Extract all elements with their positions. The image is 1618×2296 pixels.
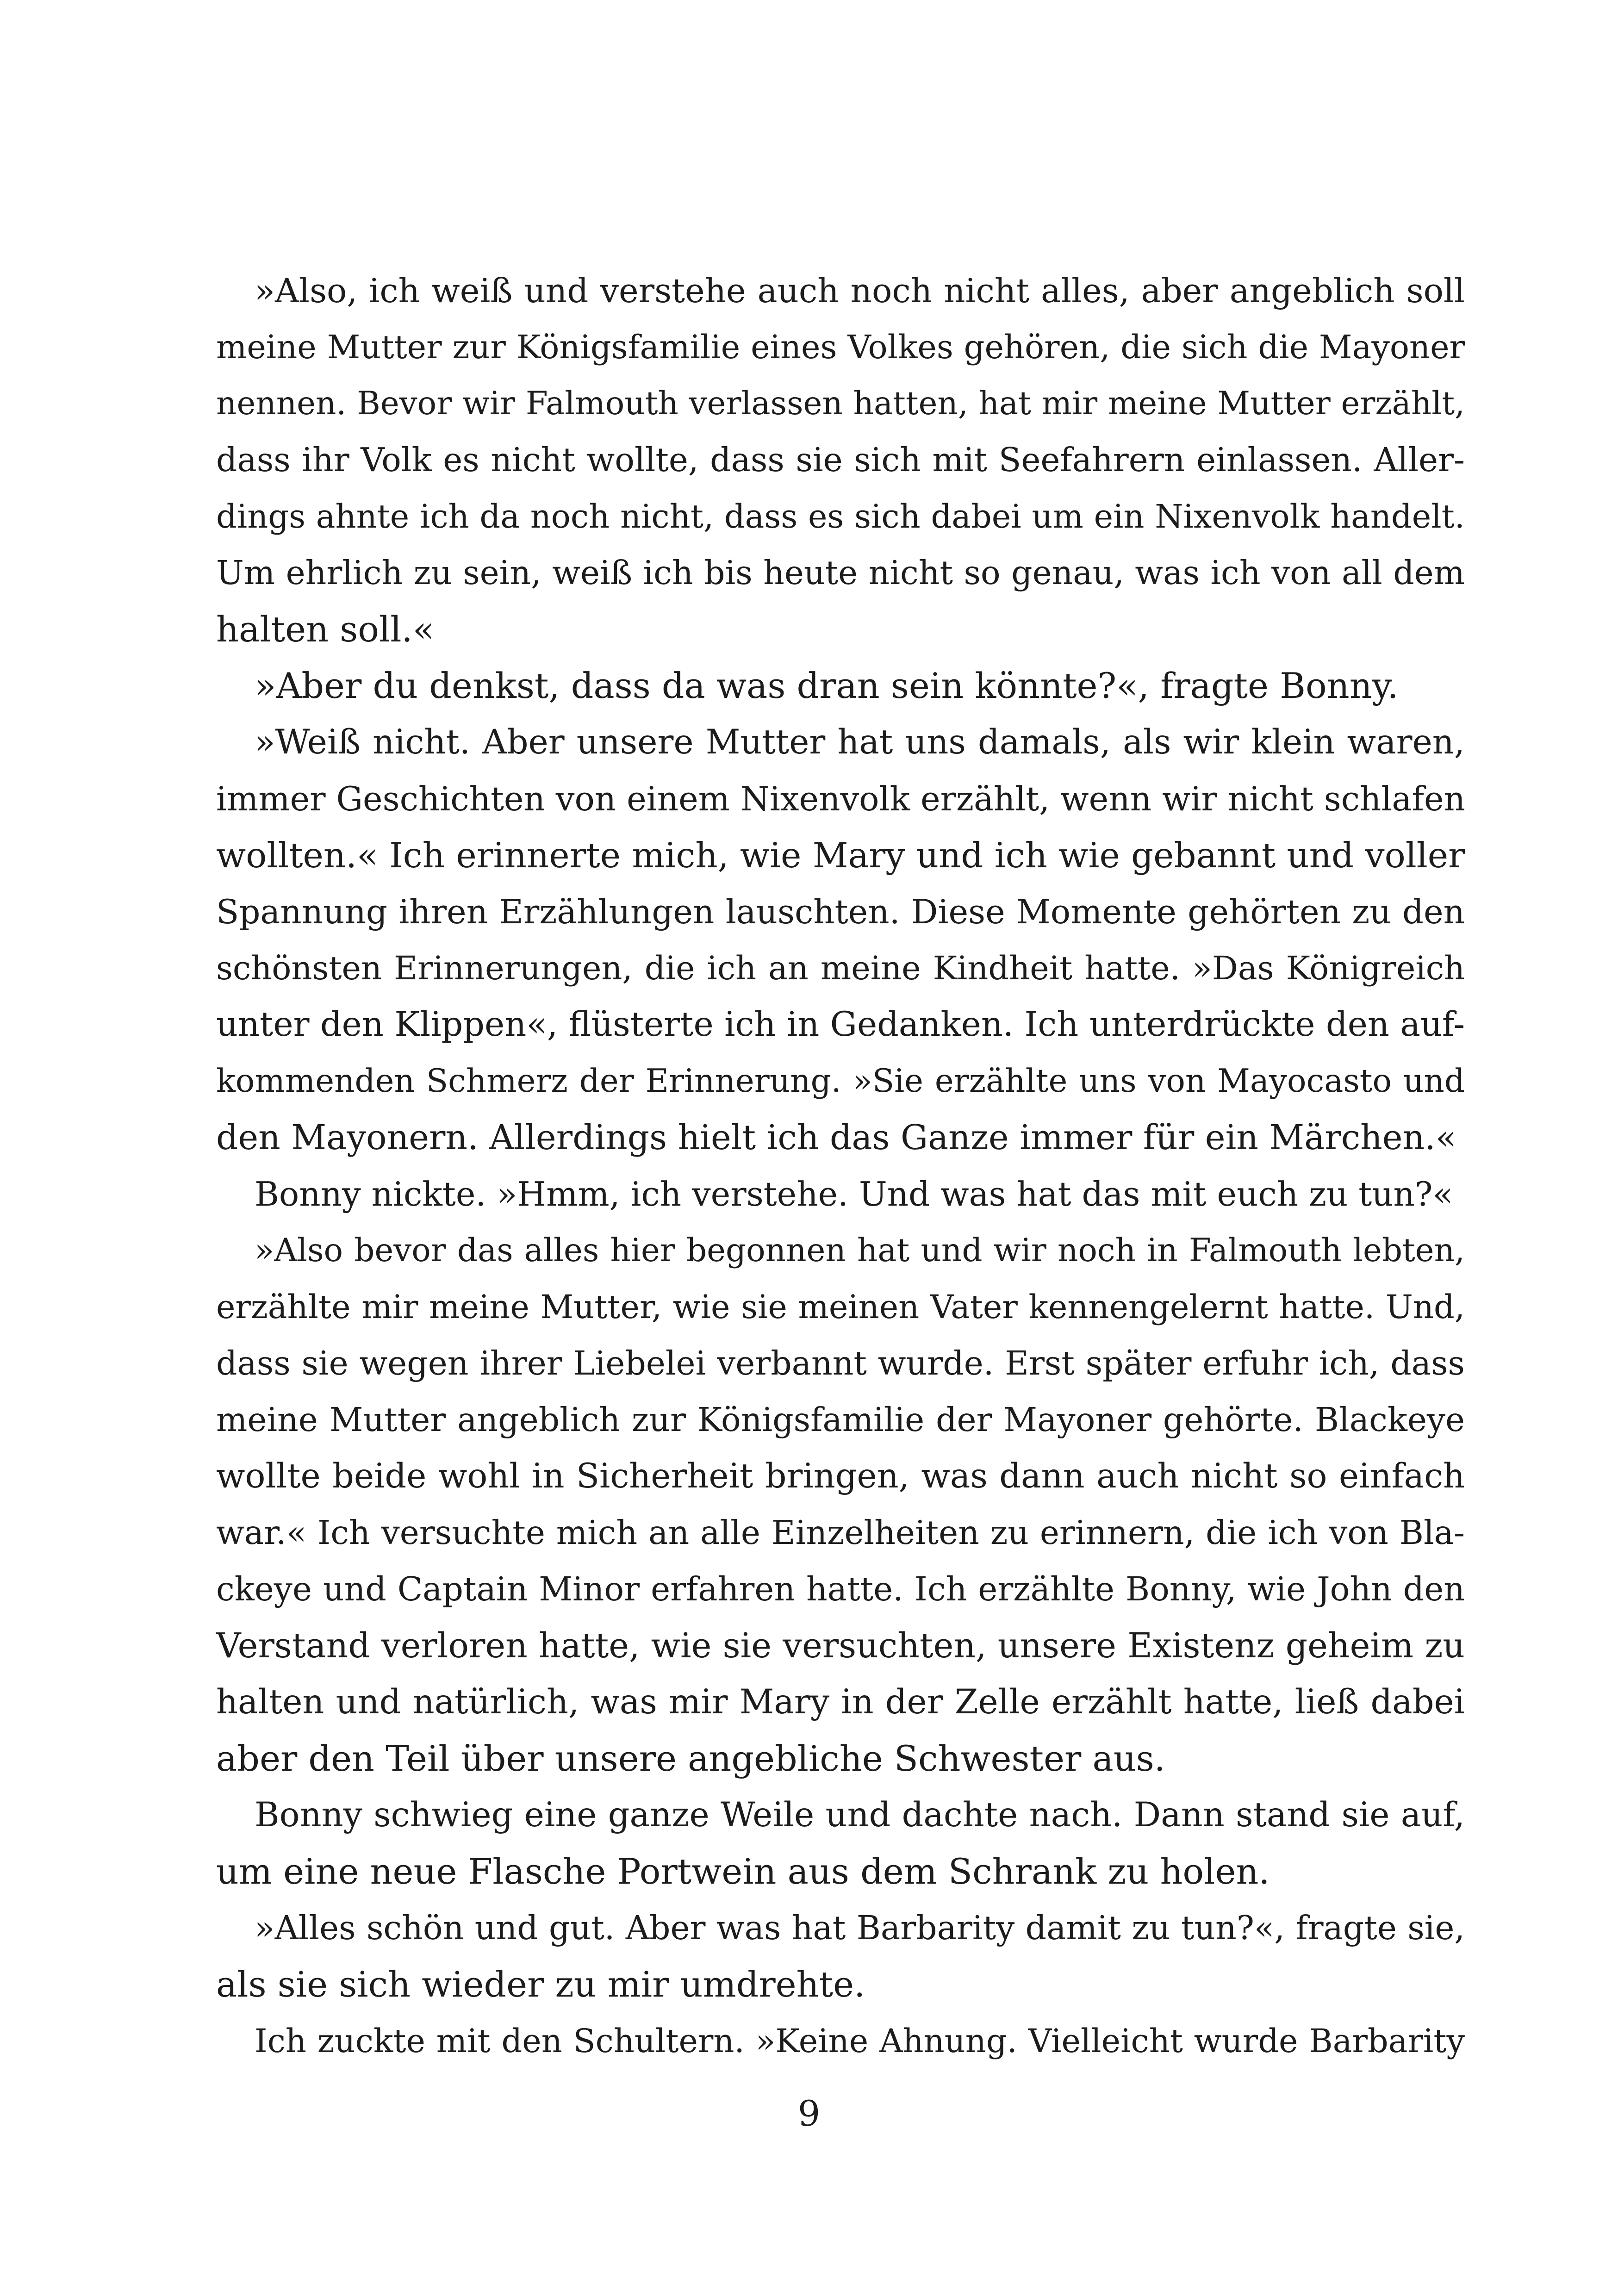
text-line: »Weiß nicht. Aber unsere Mutter hat uns damals, als wir klein waren, <box>255 722 1465 762</box>
text-line: Ich zuckte mit den Schultern. »Keine Ahnung. Vielleicht wurde Barbarity <box>255 2022 1465 2060</box>
text-line: »Also, ich weiß und verstehe auch noch nicht alles, aber angeblich soll <box>255 271 1465 310</box>
text-line: »Also bevor das alles hier begonnen hat und wir noch in Falmouth lebten, <box>255 1232 1465 1269</box>
text-line: wollten.« Ich erinnerte mich, wie Mary und ich wie gebannt und voller <box>216 835 1465 876</box>
text-line: nennen. Bevor wir Falmouth verlassen hatten, hat mir meine Mutter erzählt, <box>216 385 1465 422</box>
text-line: schönsten Erinnerungen, die ich an meine Kindheit hatte. »Das Königreich <box>216 949 1465 987</box>
text-line: »Alles schön und gut. Aber was hat Barbarity damit zu tun?«, fragte sie, <box>255 1909 1465 1947</box>
text-line: »Aber du denkst, dass da was dran sein könnte?«, fragte Bonny. <box>255 665 1399 706</box>
page-number: 9 <box>797 2093 821 2134</box>
text-line: meine Mutter angeblich zur Königsfamilie der Mayoner gehörte. Blackeye <box>216 1400 1465 1439</box>
text-line: Bonny schwieg eine ganze Weile und dachte nach. Dann stand sie auf, <box>255 1795 1465 1835</box>
text-line: ckeye und Captain Minor erfahren hatte. Ich erzählte Bonny, wie John den <box>216 1570 1465 1608</box>
text-line: Um ehrlich zu sein, weiß ich bis heute nicht so genau, was ich von all dem <box>216 554 1465 592</box>
text-line: erzählte mir meine Mutter, wie sie meinen Vater kennengelernt hatte. Und, <box>216 1288 1465 1326</box>
text-line: um eine neue Flasche Portwein aus dem Schrank zu holen. <box>216 1851 1270 1892</box>
text-line: unter den Klippen«, flüsterte ich in Gedanken. Ich unterdrückte den auf- <box>216 1005 1465 1044</box>
text-line: war.« Ich versuchte mich an alle Einzelheiten zu erinnern, die ich von Bla- <box>216 1513 1465 1552</box>
text-line: Bonny nickte. »Hmm, ich verstehe. Und was hat das mit euch zu tun?« <box>255 1175 1453 1213</box>
text-line: wollte beide wohl in Sicherheit bringen, was dann auch nicht so einfach <box>216 1456 1465 1496</box>
text-line: aber den Teil über unsere angebliche Schwester aus. <box>216 1738 1165 1779</box>
text-line: kommenden Schmerz der Erinnerung. »Sie erzählte uns von Mayocasto und <box>216 1063 1465 1100</box>
text-line: dass ihr Volk es nicht wollte, dass sie sich mit Seefahrern einlassen. Aller- <box>216 441 1465 479</box>
text-line: halten und natürlich, was mir Mary in der Zelle erzählt hatte, ließ dabei <box>216 1682 1465 1722</box>
text-line: Spannung ihren Erzählungen lauschten. Diese Momente gehörten zu den <box>216 892 1465 931</box>
text-line: den Mayonern. Allerdings hielt ich das Ganze immer für ein Märchen.« <box>216 1118 1457 1157</box>
text-line: immer Geschichten von einem Nixenvolk erzählt, wenn wir nicht schlafen <box>216 779 1465 818</box>
text-line: dings ahnte ich da noch nicht, dass es sich dabei um ein Nixenvolk handelt. <box>216 498 1465 535</box>
text-line: meine Mutter zur Königsfamilie eines Volkes gehören, die sich die Mayoner <box>216 328 1465 366</box>
text-line: Verstand verloren hatte, wie sie versuchten, unsere Existenz geheim zu <box>216 1626 1465 1666</box>
text-line: als sie sich wieder zu mir umdrehte. <box>216 1964 865 2005</box>
text-line: halten soll.« <box>216 609 435 650</box>
text-line: dass sie wegen ihrer Liebelei verbannt wurde. Erst später erfuhr ich, dass <box>216 1344 1465 1382</box>
